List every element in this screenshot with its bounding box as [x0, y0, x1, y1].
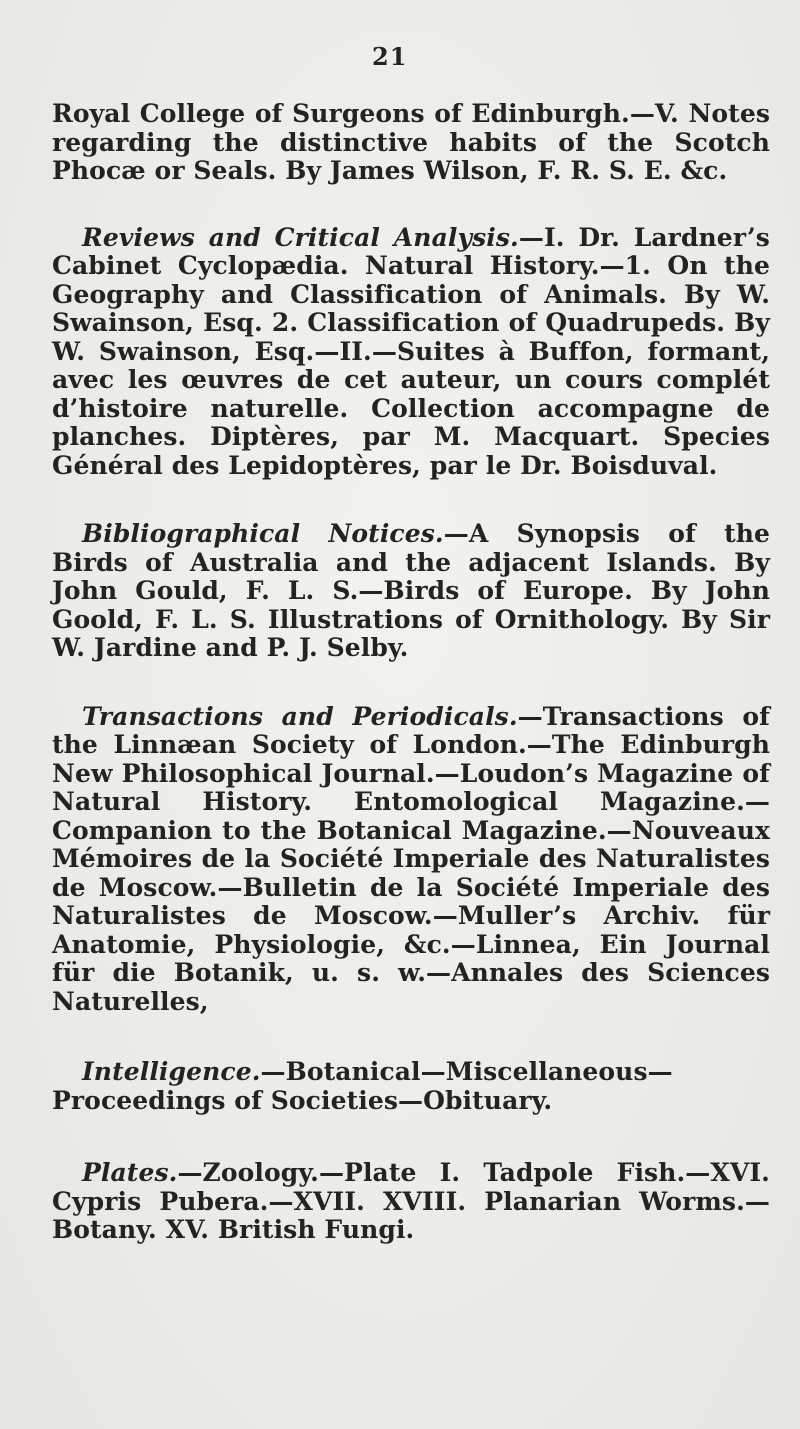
royal-college-text: Royal College of Surgeons of Edinburgh.—V. Notes regarding the distinctive habits of the Scotch Phocæ or Seals. By James Wilson, F. R. S. E. &c.: [52, 99, 770, 185]
reviews-text: —I. Dr. Lardner’s Cabinet Cyclopædia. Natural History.—1. On the Geography and Classification of Animals. By W. Swainson, Esq. 2. Classification of Quadrupeds. By W. Swainson, Esq.—II.—Suites à Buffon, formant, avec les œuvres de cet auteur, un cours complét d’histoire naturelle. Collection accompagne de planches. Diptères, par M. Macquart. Species Général des Lepidoptères, par le Dr. Boisduval.: [52, 222, 770, 480]
plates-text: —Zoology.—Plate I. Tadpole Fish.—XVI. Cypris Pubera.—XVII. XVIII. Planarian Worms.—Botany. XV. British Fungi.: [52, 1158, 770, 1244]
intelligence-text: —Botanical—Miscellaneous—Proceedings of Societies—Obituary.: [52, 1057, 673, 1115]
bibliographical-text: —A Synopsis of the Birds of Australia and the adjacent Islands. By John Gould, F. L. S.—Birds of Europe. By John Goold, F. L. S. Illustrations of Ornithology. By Sir W. Jardine and P. J. Selby.: [52, 519, 770, 662]
page-number: 21: [372, 42, 408, 71]
intelligence-heading: Intelligence.: [82, 1057, 261, 1086]
plates-heading: Plates.: [82, 1158, 178, 1187]
intelligence-paragraph: [52, 1058, 770, 1115]
page-content: [52, 100, 770, 1275]
reviews-heading: Reviews and Critical Analysis.: [82, 222, 519, 252]
bibliographical-heading: Bibliographical Notices.: [82, 519, 444, 548]
transactions-text: —Transactions of the Linnæan Society of London.—The Edinburgh New Philosophical Journal.—Loudon’s Magazine of Natural History. Entomological Magazine.—Companion to the Botanical Magazine.—Nouveaux Mémoires de la Société Imperiale des Naturalistes de Moscow.—Bulletin de la Société Imperiale des Naturalistes de Moscow.—Muller’s Archiv. für Anatomie, Physiologie, &c.—Linnea, Ein Journal für die Botanik, u. s. w.—Annales des Sciences Naturelles,: [52, 701, 771, 1016]
bibliographical-paragraph: [52, 520, 770, 663]
royal-college-paragraph: [52, 100, 770, 186]
plates-paragraph: [52, 1159, 770, 1245]
transactions-heading: Transactions and Periodicals.: [82, 701, 518, 731]
reviews-paragraph: [52, 224, 770, 481]
transactions-paragraph: [52, 703, 770, 1017]
